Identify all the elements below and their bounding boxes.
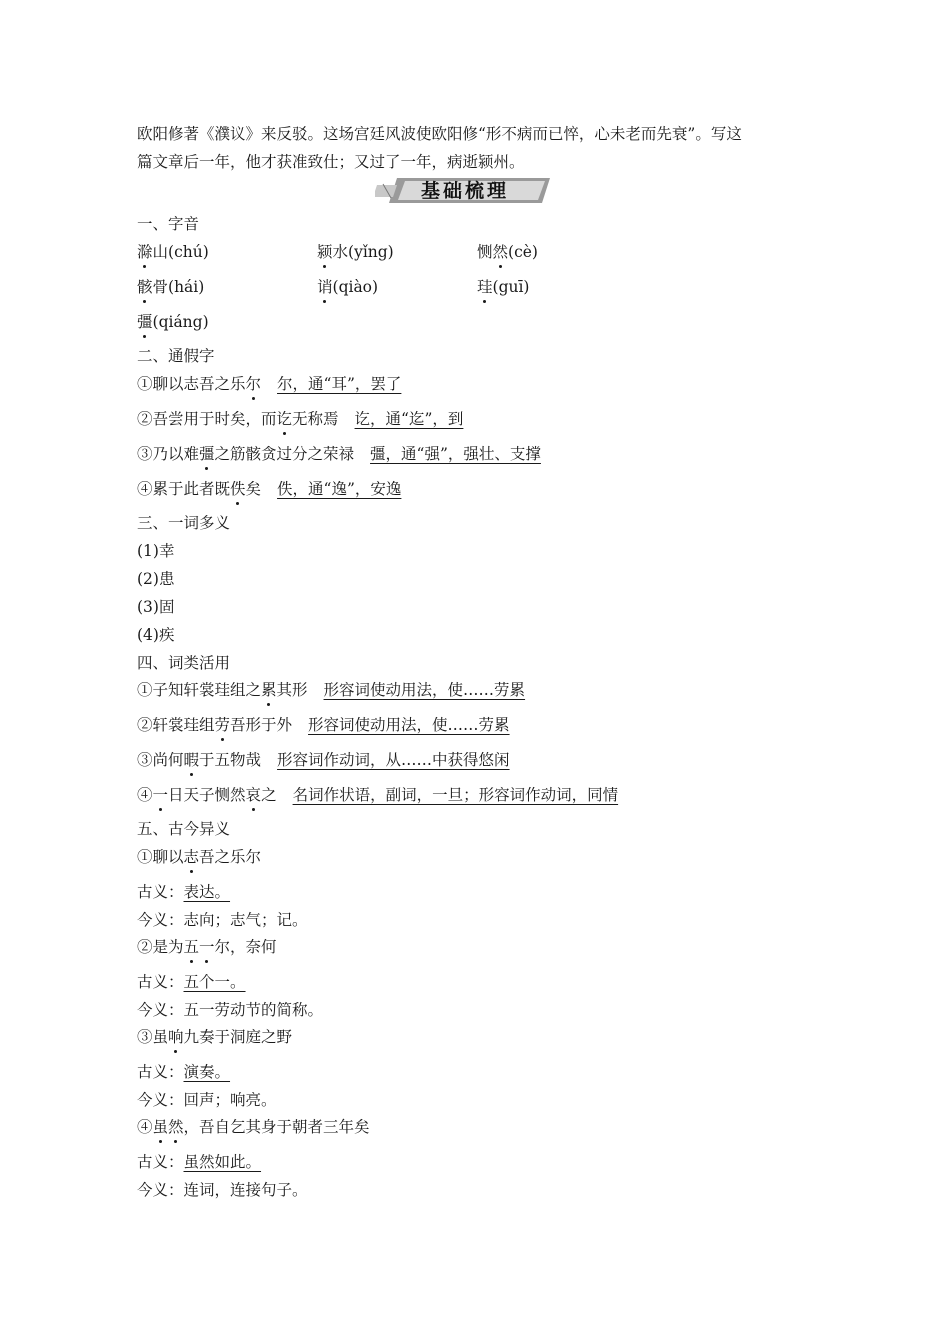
answer-text: 形容词使动用法，使……劳累 [308,716,510,734]
emphasis-char: 虽 [152,1118,169,1136]
emphasis-char: 响 [168,1028,184,1046]
modern-meaning: 今义：五一劳动节的简称。 [137,1001,324,1019]
polysemy-item: (1)幸 [137,542,175,560]
pronunciation-rest: (qiào) [332,278,379,296]
ancient-modern-question: ③虽响九奏于洞庭之野 [137,1028,293,1046]
answer-text: 讫，通“迄”，到 [354,410,464,428]
pronunciation-rest: (guī) [492,278,530,296]
polysemy-item: (3)固 [137,598,175,616]
loanword-item: ③乃以难彊之筋骸贪过分之荣禄 彊，通“强”，强壮、支撑 [137,445,541,463]
word-class-item: ①子知轩裳珪组之累其形 形容词使动用法，使……劳累 [137,681,526,699]
emphasis-char: 累 [261,681,277,699]
pronunciation-item [317,242,394,262]
s1-heading: 一、字音 [137,215,200,233]
pronunciation-rest: (cè) [508,243,538,261]
emphasis-char: 一 [152,786,169,804]
polysemy-item: (4)疾 [137,626,175,644]
loanword-item: ①聊以志吾之乐尔 尔，通“耳”，罢了 [137,375,402,393]
intro-line-1: 欧阳修著《濮议》来反驳。这场宫廷风波使欧阳修“形不病而已悴，心未老而先衰”。写这 [137,125,742,143]
word-class-item: ④一日天子恻然哀之 名词作状语，副词，一旦；形容词作动词，同情 [137,786,619,804]
answer-text: 彊，通“强”，强壮、支撑 [370,445,541,463]
pronunciation-item [137,277,204,297]
pronunciation-item [317,277,378,297]
pronunciation-rest: 山(chú) [152,243,209,261]
emphasis-char: 彊 [137,313,153,331]
emphasis-char: 诮 [317,278,333,296]
pronunciation-item [137,242,209,262]
emphasis-char: 然 [168,1118,184,1136]
answer-text: 形容词使动用法，使……劳累 [323,681,526,699]
emphasis-char: 劳 [214,716,231,734]
pronunciation-item [477,242,538,262]
answer-text: 表达。 [183,883,231,901]
emphasis-char: 佚 [230,480,246,498]
ancient-modern-question: ④虽然，吾自乞其身于朝者三年矣 [137,1118,370,1136]
pronunciation-rest: (qiáng) [152,313,209,331]
loanword-item: ④累于此者既佚矣 佚，通“逸”，安逸 [137,480,402,498]
emphasis-char: 志 [183,848,200,866]
ancient-meaning: 古义：虽然如此。 [137,1153,262,1171]
emphasis-char: 讫 [276,410,293,428]
word-class-item: ②轩裳珪组劳吾形于外 形容词使动用法，使……劳累 [137,716,510,734]
banner-title: 基础梳理 [420,180,509,202]
emphasis-char: 珪 [477,278,493,296]
ancient-modern-question: ②是为五一尔，奈何 [137,938,277,956]
answer-text: 形容词作动词，从……中获得悠闲 [277,751,510,769]
answer-text: 虽然如此。 [183,1153,262,1171]
answer-text: 名词作状语，副词，一旦；形容词作动词，同情 [292,786,619,804]
answer-text: 演奏。 [183,1063,231,1081]
ancient-meaning: 古义：五个一。 [137,973,246,991]
pronunciation-pre: 恻 [477,243,493,261]
intro-line-2: 篇文章后一年，他才获准致仕；又过了一年，病逝颍州。 [137,153,525,171]
modern-meaning: 今义：回声；响亮。 [137,1091,277,1109]
emphasis-char: 颍 [317,243,333,261]
pronunciation-item [477,277,529,297]
modern-meaning: 今义：连词，连接句子。 [137,1181,308,1199]
emphasis-char: 五 [183,938,200,956]
word-class-item: ③尚何暇于五物哉 形容词作动词，从……中获得悠闲 [137,751,510,769]
pronunciation-item [137,312,209,332]
ancient-meaning: 古义：演奏。 [137,1063,231,1081]
s3-heading: 三、一词多义 [137,514,231,532]
answer-text: 佚，通“逸”，安逸 [277,480,402,498]
s5-heading: 五、古今异义 [137,820,231,838]
emphasis-char: 滁 [137,243,153,261]
emphasis-char: 哀 [245,786,262,804]
answer-text: 五个一。 [183,973,246,991]
s2-heading: 二、通假字 [137,347,215,365]
polysemy-item: (2)患 [137,570,175,588]
emphasis-char: 尔 [245,375,262,393]
section-banner [375,176,555,206]
emphasis-char: 彊 [199,445,215,463]
s4-heading: 四、词类活用 [137,654,231,672]
loanword-item: ②吾尝用于时矣，而讫无称焉 讫，通“迄”，到 [137,410,464,428]
ancient-modern-question: ①聊以志吾之乐尔 [137,848,262,866]
emphasis-char: 骸 [137,278,153,296]
answer-text: 尔，通“耳”，罢了 [277,375,402,393]
pronunciation-rest: 水(yǐng) [332,243,394,261]
modern-meaning: 今义：志向；志气；记。 [137,911,308,929]
emphasis-char: 一 [199,938,215,956]
pronunciation-rest: 骨(hái) [152,278,205,296]
emphasis-char: 然 [492,243,509,261]
ancient-meaning: 古义：表达。 [137,883,231,901]
emphasis-char: 暇 [183,751,200,769]
